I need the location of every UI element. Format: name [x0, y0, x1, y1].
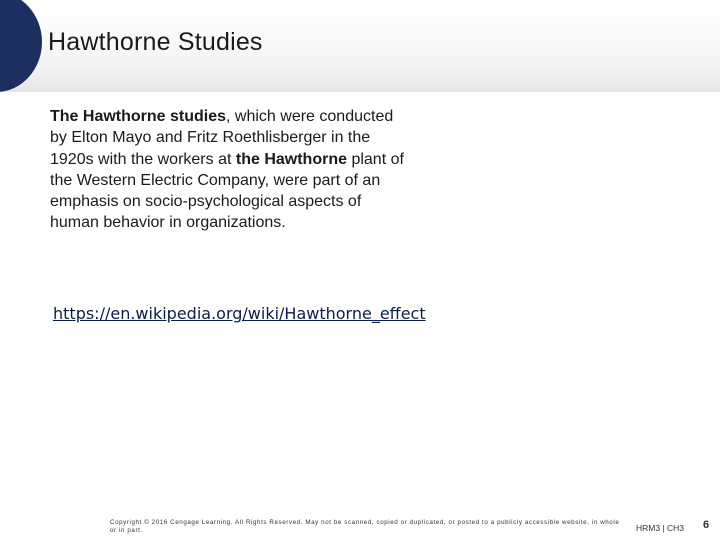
body-text-2: plant of the Western Electric Company, were part of an emphasis on socio-psychological aspects of human behavior in organizations. [50, 150, 404, 232]
body-paragraph [50, 106, 410, 234]
course-tag: HRM3 | CH3 [636, 523, 685, 533]
copyright-notice: Copyright © 2016 Cengage Learning. All Rights Reserved. May not be scanned, copied or duplicated, or posted to a publicly accessible website, in whole or in part. [110, 519, 620, 534]
wikipedia-link[interactable]: https://en.wikipedia.org/wiki/Hawthorne_effect [53, 304, 426, 323]
page-number: 6 [703, 519, 710, 531]
body-plant-bold: the Hawthorne [235, 150, 347, 168]
slide-title: Hawthorne Studies [48, 28, 263, 56]
body-lead-bold: The Hawthorne studies [50, 108, 227, 125]
body-text-1: , which were conducted by Elton Mayo and Fritz Roethlisberger in the 1920s with the workers at [50, 108, 394, 168]
